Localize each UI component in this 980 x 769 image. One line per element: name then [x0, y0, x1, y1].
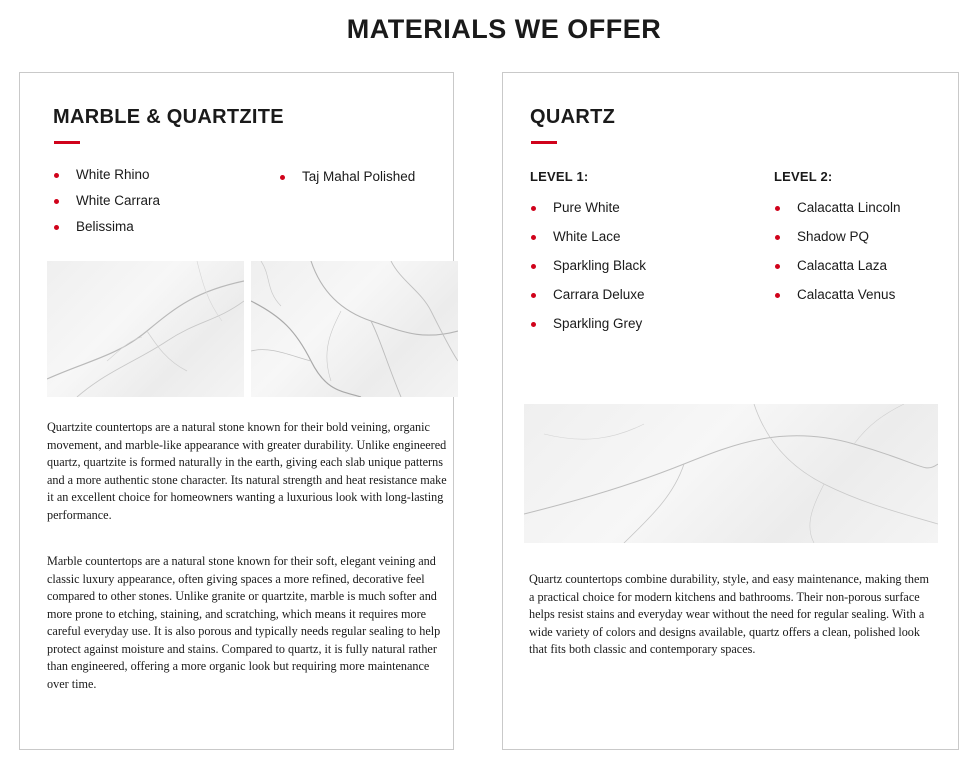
bullet-dot-icon: [280, 175, 285, 180]
marble-description: Marble countertops are a natural stone known for their soft, elegant veining and classic luxury appearance, often giving spaces a more refined, decorative feel compared to other stones. Unlike granite or quartzite, marble is much softer and more prone to etching, staining, and scratching, which means it requires more careful everyday use. It is also porous and typically needs regular sealing to help protect against moisture and stains. Compared to quartz, it is fully natural rather than engineered, offering a more organic look but requiring more maintenance over time.: [47, 554, 441, 691]
list-item: Calacatta Lincoln: [775, 200, 901, 215]
bullet-dot-icon: [775, 206, 780, 211]
bullet-dot-icon: [775, 293, 780, 298]
bullet-dot-icon: [54, 199, 59, 204]
quartz-description: Quartz countertops combine durability, style, and easy maintenance, making them a practical choice for modern kitchens and bathrooms. Their non-porous surface helps resist stains and everyday wear without the need for regular sealing. With a wide variety of colors and designs available, quartz offers a clean, polished look that fits both classic and contemporary spaces.: [529, 572, 929, 656]
list-item: Belissima: [54, 219, 160, 234]
page-title: MATERIALS WE OFFER: [346, 14, 662, 44]
bullet-dot-icon: [54, 225, 59, 230]
level-2-label: LEVEL 2:: [774, 169, 833, 184]
quartz-level1-list: [531, 200, 646, 331]
list-item: Shadow PQ: [775, 229, 901, 244]
list-item: Sparkling Black: [531, 258, 646, 273]
quartz-heading: QUARTZ: [530, 106, 616, 128]
list-item: White Lace: [531, 229, 646, 244]
bullet-dot-icon: [531, 293, 536, 298]
quartz-card: [502, 72, 959, 750]
level-1-label: LEVEL 1:: [530, 169, 589, 184]
heading-accent-line: [54, 141, 80, 144]
list-item: White Carrara: [54, 193, 160, 208]
bullet-dot-icon: [775, 235, 780, 240]
list-item: White Rhino: [54, 167, 160, 182]
bullet-dot-icon: [531, 322, 536, 327]
marble-list-col1: [54, 167, 160, 234]
bullet-dot-icon: [54, 173, 59, 178]
white-carrara-slab-image: [251, 261, 458, 397]
heading-accent-line: [531, 141, 557, 144]
bullet-dot-icon: [531, 235, 536, 240]
bullet-dot-icon: [531, 264, 536, 269]
list-item: Taj Mahal Polished: [280, 169, 415, 184]
quartz-level2-list: [775, 200, 901, 302]
list-item: Pure White: [531, 200, 646, 215]
bullet-dot-icon: [775, 264, 780, 269]
quartzite-description: Quartzite countertops are a natural stone known for their bold veining, organic movement, and marble-like appearance with greater durability. Unlike engineered quartz, quartzite is formed naturally in the earth, giving each slab unique patterns and a more authentic stone character. Its natural strength and heat resistance make it an excellent choice for homeowners wanting a luxurious look with long-lasting performance.: [47, 420, 447, 522]
list-item: Calacatta Laza: [775, 258, 901, 273]
white-rhino-slab-image: [47, 261, 244, 397]
marble-list-col2: [280, 169, 415, 184]
marble-quartzite-heading: MARBLE & QUARTZITE: [53, 106, 284, 128]
quartz-slab-image: [524, 404, 938, 543]
marble-quartzite-card: [19, 72, 454, 750]
list-item: Carrara Deluxe: [531, 287, 646, 302]
list-item: Calacatta Venus: [775, 287, 901, 302]
list-item: Sparkling Grey: [531, 316, 646, 331]
bullet-dot-icon: [531, 206, 536, 211]
